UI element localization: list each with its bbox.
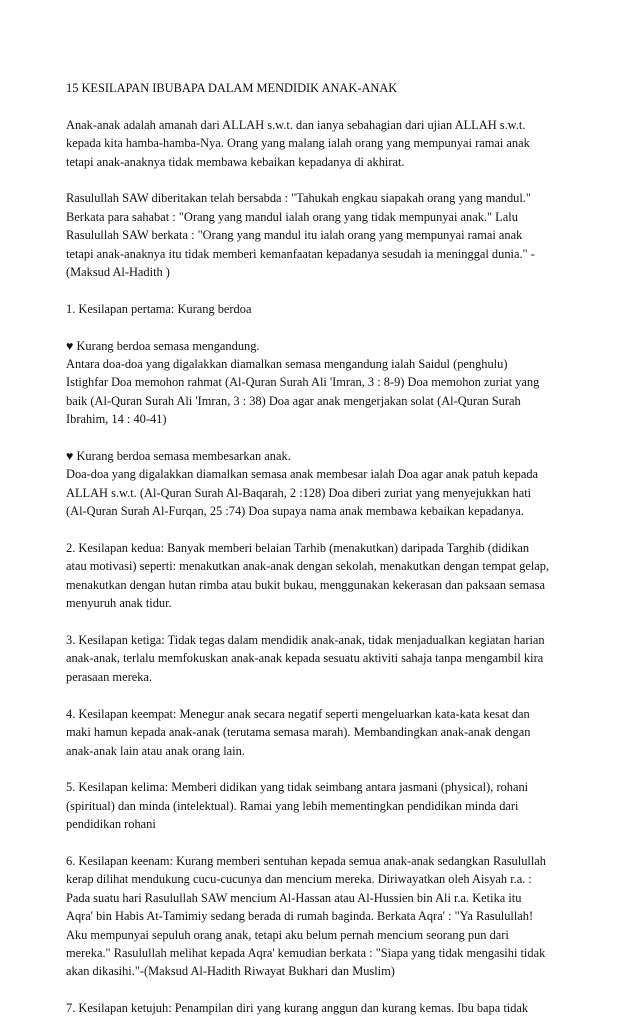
paragraph bbox=[66, 337, 586, 429]
paragraph bbox=[66, 631, 586, 686]
paragraph bbox=[66, 539, 586, 613]
text-line: 2. Kesilapan kedua: Banyak memberi belaian Tarhib (menakutkan) daripada Targhib (didikan bbox=[66, 541, 530, 556]
text-line: Aku mempunyai sepuluh orang anak, tetapi aku belum pernah mencium seorang pun dari bbox=[66, 927, 509, 942]
paragraph bbox=[66, 189, 586, 281]
text-line: Pada suatu hari Rasulullah SAW mencium Al-Hassan atau Al-Hussien bin Ali r.a. Ketika itu bbox=[66, 890, 522, 905]
text-line: Rasulullah SAW berkata : "Orang yang mandul itu ialah orang yang mempunyai ramai anak bbox=[66, 228, 523, 243]
text-line: pendidikan rohani bbox=[66, 817, 156, 832]
paragraph bbox=[66, 116, 586, 171]
text-line: Antara doa-doa yang digalakkan diamalkan semasa mengandung ialah Saidul (penghulu) bbox=[66, 357, 508, 372]
text-line: anak-anak lain atau anak orang lain. bbox=[66, 743, 245, 758]
text-line: atau motivasi) seperti: menakutkan anak-anak dengan sekolah, menakutkan dengan tempat gelap, bbox=[66, 559, 550, 574]
text-line: Rasulullah SAW diberitakan telah bersabda : "Tahukah engkau siapakah orang yang mandul." bbox=[66, 191, 531, 206]
text-line: perasaan mereka. bbox=[66, 669, 152, 684]
text-line: (spiritual) dan minda (intelektual). Ramai yang lebih mementingkan pendidikan minda dari bbox=[66, 798, 519, 813]
text-line: Doa-doa yang digalakkan diamalkan semasa anak membesar ialah Doa agar anak patuh kepada bbox=[66, 467, 539, 482]
text-line: Ibrahim, 14 : 40-41) bbox=[66, 412, 167, 427]
paragraph-list bbox=[66, 116, 586, 1018]
paragraph bbox=[66, 705, 586, 760]
paragraph bbox=[66, 447, 586, 521]
text-line: Aqra' bin Habis At-Tamimiy sedang berada di rumah baginda. Berkata Aqra' : "Ya Rasulullah! bbox=[66, 909, 534, 924]
text-line: menyuruh anak tidur. bbox=[66, 596, 172, 611]
text-line: Berkata para sahabat : "Orang yang mandul ialah orang yang tidak mempunyai anak." Lalu bbox=[66, 209, 518, 224]
text-line: baik (Al-Quran Surah Ali 'Imran, 3 : 38) Doa agar anak mengerjakan solat (Al-Quran Surah bbox=[66, 393, 521, 408]
paragraph bbox=[66, 778, 586, 833]
text-line: anak-anak, terlalu memfokuskan anak-anak kepada sesuatu aktiviti sahaja tanpa mengambil kira bbox=[66, 651, 544, 666]
text-line: ♥ Kurang berdoa semasa membesarkan anak. bbox=[66, 449, 291, 464]
text-line: (Maksud Al-Hadith ) bbox=[66, 265, 170, 280]
text-line: Istighfar Doa memohon rahmat (Al-Quran Surah Ali 'Imran, 3 : 8-9) Doa memohon zuriat yang bbox=[66, 375, 540, 390]
text-line: 5. Kesilapan kelima: Memberi didikan yang tidak seimbang antara jasmani (physical), rohani bbox=[66, 780, 529, 795]
paragraph bbox=[66, 852, 586, 981]
document-title bbox=[66, 79, 586, 97]
text-line: Anak-anak adalah amanah dari ALLAH s.w.t. dan ianya sebahagian dari ujian ALLAH s.w.t. bbox=[66, 117, 526, 132]
text-line: 7. Kesilapan ketujuh: Penampilan diri yang kurang anggun dan kurang kemas. Ibu bapa tidak bbox=[66, 1001, 529, 1016]
title-line: 15 KESILAPAN IBUBAPA DALAM MENDIDIK ANAK-ANAK bbox=[66, 81, 398, 95]
text-line: menakutkan dengan hutan rimba atau bukit bukau, menggunakan kekerasan dan paksaan semasa bbox=[66, 577, 545, 592]
text-line: maki hamun kepada anak-anak (terutama semasa marah). Membandingkan anak-anak dengan bbox=[66, 725, 531, 740]
text-line: 1. Kesilapan pertama: Kurang berdoa bbox=[66, 301, 252, 316]
text-line: 4. Kesilapan keempat: Menegur anak secara negatif seperti mengeluarkan kata-kata kesat dan bbox=[66, 706, 530, 721]
paragraph bbox=[66, 999, 586, 1017]
text-line: akan dikasihi."-(Maksud Al-Hadith Riwayat Bukhari dan Muslim) bbox=[66, 964, 395, 979]
text-line: 6. Kesilapan keenam: Kurang memberi sentuhan kepada semua anak-anak sedangkan Rasulullah bbox=[66, 853, 546, 868]
text-line: kepada kita hamba-hamba-Nya. Orang yang malang ialah orang yang mempunyai ramai anak bbox=[66, 136, 530, 151]
text-line: ♥ Kurang berdoa semasa mengandung. bbox=[66, 338, 260, 353]
text-line: ALLAH s.w.t. (Al-Quran Surah Al-Baqarah, 2 :128) Doa diberi zuriat yang menyejukkan hati bbox=[66, 485, 532, 500]
document-body bbox=[66, 79, 586, 1036]
text-line: mereka." Rasulullah melihat kepada Aqra' kemudian berkata : "Siapa yang tidak mengasihi tidak bbox=[66, 945, 546, 960]
text-line: tetapi anak-anaknya itu tidak memberi kemanfaatan kepadanya sesudah ia meninggal dunia." - bbox=[66, 246, 535, 261]
text-line: (Al-Quran Surah Al-Furqan, 25 :74) Doa supaya nama anak membawa kebaikan kepadanya. bbox=[66, 504, 524, 519]
paragraph bbox=[66, 300, 586, 318]
text-line: 3. Kesilapan ketiga: Tidak tegas dalam mendidik anak-anak, tidak menjadualkan kegiatan harian bbox=[66, 633, 545, 648]
text-line: tetapi anak-anaknya tidak membawa kebaikan kepadanya di akhirat. bbox=[66, 154, 405, 169]
text-line: kerap dilihat mendukung cucu-cucunya dan mencium mereka. Diriwayatkan oleh Aisyah r.a. : bbox=[66, 872, 532, 887]
